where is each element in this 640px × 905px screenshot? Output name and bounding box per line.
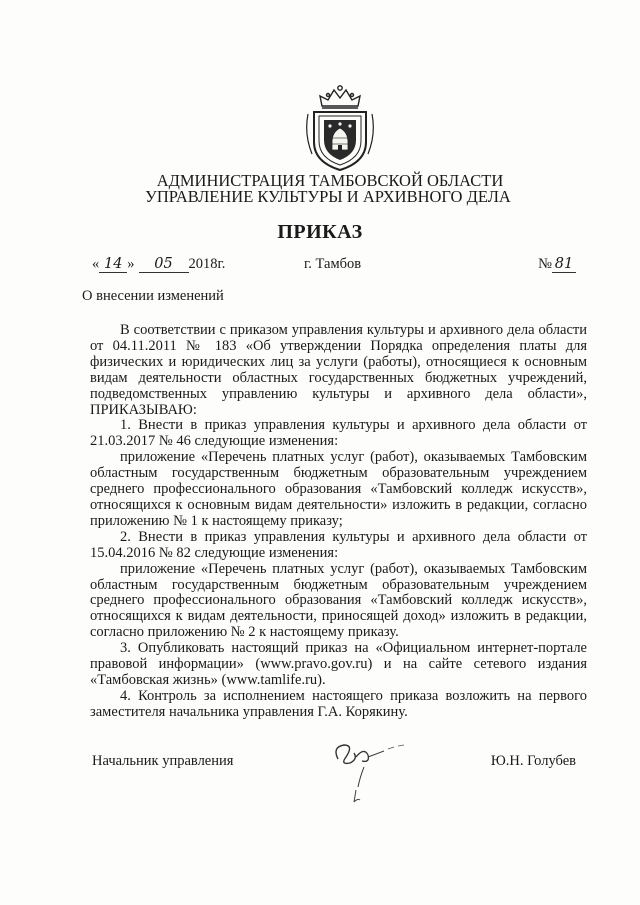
item-1-text: приложение «Перечень платных услуг (работ), оказываемых Тамбовским областным государственным бюджетным образовательным учреждением среднего профессионального образования «Тамбовский колледж искусств», относящихся к основным видам деятельности» изложить в редакции, согласно приложению № 1 к настоящему приказу;	[90, 449, 587, 529]
signature-block	[92, 753, 576, 793]
date-open-quote: «	[92, 256, 100, 272]
item-4-text: 4. Контроль за исполнением настоящего приказа возложить на первого заместителя начальника управления Г.А. Корякину.	[90, 687, 587, 720]
order-year: 2018г.	[188, 256, 226, 272]
item-2-text: приложение «Перечень платных услуг (работ), оказываемых Тамбовским областным государственным бюджетным образовательным учреждением среднего профессионального образования «Тамбовский колледж искусств», относящихся к видам деятельности, приносящей доход» изложить в редакции, согласно приложению № 2 к настоящему приказу.	[90, 560, 587, 641]
item-2-heading: 2. Внести в приказ управления культуры и архивного дела области от 15.04.2016 № 82 следующие изменения:	[90, 528, 587, 561]
coat-of-arms-emblem	[302, 84, 378, 172]
document-title: ПРИКАЗ	[277, 221, 363, 243]
handwritten-day: 14	[99, 256, 127, 273]
item-1-heading: 1. Внести в приказ управления культуры и архивного дела области от 21.03.2017 № 46 следующие изменения:	[90, 417, 587, 450]
department-name: УПРАВЛЕНИЕ КУЛЬТУРЫ И АРХИВНОГО ДЕЛА	[145, 187, 511, 206]
order-number	[538, 256, 576, 273]
signer-name: Ю.Н. Голубев	[490, 753, 576, 769]
order-body	[90, 320, 587, 721]
order-subject: О внесении изменений	[82, 288, 224, 304]
date-close-quote: »	[127, 256, 135, 272]
number-label: №	[538, 256, 552, 272]
item-3-text: 3. Опубликовать настоящий приказ на «Официальном интернет-портале правовой информации» (www.pravo.gov.ru) и на сайте сетевого издания «Тамбовская жизнь» (www.tamlife.ru).	[90, 640, 587, 688]
signer-role: Начальник управления	[92, 753, 234, 769]
pen-scribble	[350, 786, 374, 810]
handwritten-month: 05	[139, 256, 189, 273]
handwritten-number: 81	[552, 256, 576, 273]
order-place: г. Тамбов	[304, 256, 362, 272]
agency-name: АДМИНИСТРАЦИЯ ТАМБОВСКОЙ ОБЛАСТИ	[156, 171, 504, 190]
handwritten-signature	[324, 737, 424, 807]
date-line	[92, 256, 576, 278]
preamble-paragraph: В соответствии с приказом управления культуры и архивного дела области от 04.11.2011 № 183 «Об утверждении Порядка определения платы для физических и юридических лиц за услуги (работы), относящиеся к основным видам деятельности областных государственных бюджетных учреждений, подведомственных управлению культуры и архивного дела области», ПРИКАЗЫВАЮ:	[90, 322, 587, 418]
order-date	[92, 256, 225, 273]
